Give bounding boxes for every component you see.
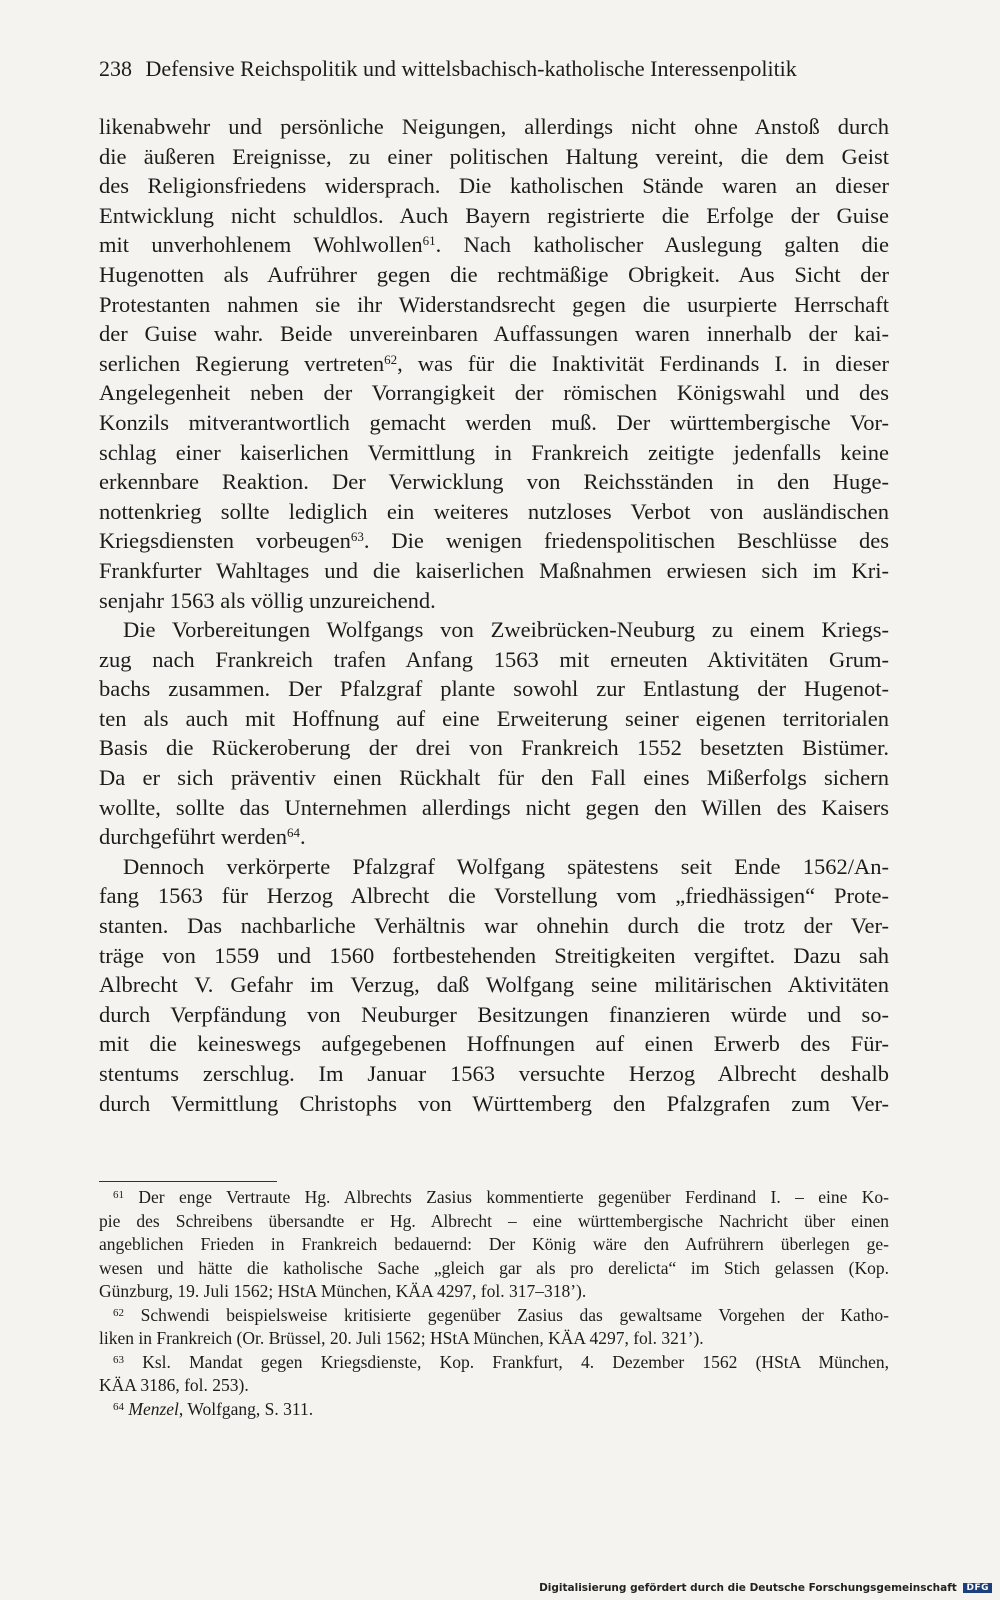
text-line <box>99 704 889 734</box>
text-line <box>99 349 889 379</box>
footnote-line <box>99 1351 889 1375</box>
footnote-text: Der enge Vertraute Hg. Albrechts Zasius kommentierte gegenüber Ferdinand I. – eine Ko- <box>138 1187 889 1207</box>
footnote-separator <box>99 1181 277 1182</box>
line-text: Die Vorbereitungen Wolfgangs von Zweibrücken-Neuburg zu einem Kriegs- <box>123 617 889 643</box>
line-text: mit unverhohlenem Wohlwollen <box>99 232 423 258</box>
main-text <box>99 112 889 1118</box>
line-text: stanten. Das nachbarliche Verhältnis war ohnehin durch die trotz der Ver- <box>99 913 889 939</box>
line-text: fang 1563 für Herzog Albrecht die Vorstellung vom „friedhässigen“ Prote- <box>99 883 889 909</box>
text-line <box>99 793 889 823</box>
line-text: wollte, sollte das Unternehmen allerdings nicht gegen den Willen des Kaisers <box>99 794 889 820</box>
credit-text: Digitalisierung gefördert durch die Deutsche Forschungsgemeinschaft <box>539 1582 957 1594</box>
footnote-line <box>99 1280 889 1304</box>
line-text: Protestanten nahmen sie ihr Widerstandsrecht gegen die usurpierte Herrschaft <box>99 291 889 317</box>
line-text: Basis die Rückeroberung der drei von Frankreich 1552 besetzten Bistümer. <box>99 735 889 761</box>
line-text: likenabwehr und persönliche Neigungen, allerdings nicht ohne Anstoß durch <box>99 114 889 139</box>
text-line <box>99 852 889 882</box>
text-line <box>99 319 889 349</box>
line-text: zug nach Frankreich trafen Anfang 1563 mit erneuten Aktivitäten Grum- <box>99 646 889 672</box>
text-line <box>99 911 889 941</box>
text-line <box>99 497 889 527</box>
footnote-text: wesen und hätte die katholische Sache „gleich gar als pro derelicta“ im Stich gelassen (Kop. <box>99 1257 889 1278</box>
text-line <box>99 1000 889 1030</box>
text-line <box>99 526 889 556</box>
line-text: Konzils mitverantwortlich gemacht werden muß. Der württembergische Vor- <box>99 409 889 435</box>
digitization-credit <box>539 1582 992 1594</box>
text-line <box>99 941 889 971</box>
page-number: 238 <box>99 56 132 81</box>
footnote-ref: 64 <box>287 825 301 841</box>
footnote-line <box>99 1257 889 1281</box>
line-text: der Guise wahr. Beide unvereinbaren Auffassungen waren innerhalb der kai- <box>99 321 889 347</box>
line-text-after: , was für die Inaktivität Ferdinands I. in dieser <box>397 350 889 376</box>
line-text: stentums zerschlug. Im Januar 1563 versuchte Herzog Albrecht deshalb <box>99 1061 889 1086</box>
line-text: mit die keineswegs aufgegebenen Hoffnungen auf einen Erwerb des Für- <box>99 1031 889 1057</box>
line-text-after: . <box>300 824 306 850</box>
text-line <box>99 260 889 290</box>
line-text: träge von 1559 und 1560 fortbestehenden Streitigkeiten vergiftet. Dazu sah <box>99 942 889 968</box>
running-header <box>99 54 889 84</box>
author-name: Menzel <box>128 1398 179 1419</box>
line-text: nottenkrieg sollte lediglich ein weiteres nutzloses Verbot von ausländischen <box>99 498 889 524</box>
footnote-line <box>99 1186 889 1210</box>
text-line <box>99 142 889 172</box>
line-text: die äußeren Ereignisse, zu einer politischen Haltung vereint, die dem Geist <box>99 143 889 169</box>
footnote-ref: 63 <box>350 529 364 545</box>
footnote-text: liken in Frankreich (Or. Brüssel, 20. Juli 1562; HStA München, KÄA 4297, fol. 321’). <box>99 1328 704 1348</box>
footnote-number: 61 <box>113 1189 124 1201</box>
text-line <box>99 763 889 793</box>
footnote-text: Ksl. Mandat gegen Kriegsdienste, Kop. Frankfurt, 4. Dezember 1562 (HStA München, <box>142 1351 890 1372</box>
footnote-ref: 61 <box>422 233 436 249</box>
footnotes <box>99 1186 889 1421</box>
text-line <box>99 378 889 408</box>
line-text: Dennoch verkörperte Pfalzgraf Wolfgang spätestens seit Ende 1562/An- <box>123 853 889 879</box>
footnote-line <box>99 1398 889 1422</box>
line-text: bachs zusammen. Der Pfalzgraf plante sowohl zur Entlastung der Hugenot- <box>99 676 889 702</box>
footnote-number: 62 <box>113 1306 124 1319</box>
footnote-line <box>99 1327 889 1351</box>
text-line <box>99 970 889 1000</box>
footnote-text: , Wolfgang, S. 311. <box>178 1398 314 1419</box>
text-line <box>99 290 889 320</box>
line-text: ten als auch mit Hoffnung auf eine Erweiterung seiner eigenen territorialen <box>99 705 889 731</box>
footnote-text: KÄA 3186, fol. 253). <box>99 1375 249 1395</box>
text-line <box>99 201 889 231</box>
text-line <box>99 408 889 438</box>
text-line <box>99 645 889 675</box>
text-line <box>99 1059 889 1089</box>
line-text: durch Verpfändung von Neuburger Besitzungen finanzieren würde und so- <box>99 1001 889 1027</box>
line-text: Entwicklung nicht schuldlos. Auch Bayern registrierte die Erfolge der Guise <box>99 202 889 228</box>
text-line <box>99 881 889 911</box>
line-text: senjahr 1563 als völlig unzureichend. <box>99 587 436 613</box>
footnote-ref: 62 <box>384 351 398 367</box>
text-line <box>99 438 889 468</box>
footnote-text: Schwendi beispielsweise kritisierte gegenüber Zasius das gewaltsame Vorgehen der Katho- <box>140 1304 890 1325</box>
text-line <box>99 112 889 142</box>
footnote-text: pie des Schreibens übersandte er Hg. Albrecht – eine württembergische Nachricht über einen <box>99 1210 889 1231</box>
line-text: des Religionsfriedens widersprach. Die katholischen Stände waren an dieser <box>99 173 889 199</box>
footnote-line <box>99 1233 889 1257</box>
line-text: Da er sich präventiv einen Rückhalt für den Fall eines Mißerfolgs sichern <box>99 765 889 791</box>
line-text: durch Vermittlung Christophs von Württemberg den Pfalzgrafen zum Ver- <box>99 1090 889 1116</box>
text-line <box>99 615 889 645</box>
line-text: Angelegenheit neben der Vorrangigkeit der römischen Königswahl und des <box>99 380 889 406</box>
footnote-line <box>99 1374 889 1398</box>
text-line <box>99 556 889 586</box>
footnote-number: 64 <box>113 1400 124 1413</box>
footnote-line <box>99 1304 889 1328</box>
line-text: Hugenotten als Aufrührer gegen die rechtmäßige Obrigkeit. Aus Sicht der <box>99 261 889 287</box>
text-line <box>99 1029 889 1059</box>
line-text: schlag einer kaiserlichen Vermittlung in Frankreich zeitigte jedenfalls keine <box>99 439 889 465</box>
text-line <box>99 586 889 616</box>
line-text: Kriegsdiensten vorbeugen <box>99 528 351 554</box>
footnote-text: Günzburg, 19. Juli 1562; HStA München, KÄA 4297, fol. 317–318’). <box>99 1281 587 1301</box>
text-line <box>99 1089 889 1119</box>
text-line <box>99 230 889 260</box>
line-text: durchgeführt werden <box>99 824 288 850</box>
text-line <box>99 171 889 201</box>
running-title: Defensive Reichspolitik und wittelsbachisch-katholische Interessenpolitik <box>145 56 797 81</box>
text-line <box>99 733 889 763</box>
line-text-after: . Die wenigen friedenspolitischen Beschlüsse des <box>363 528 889 554</box>
line-text: erkennbare Reaktion. Der Verwicklung von Reichsständen in den Huge- <box>99 469 889 495</box>
dfg-logo: DFG <box>963 1583 992 1593</box>
text-line <box>99 467 889 497</box>
line-text: serlichen Regierung vertreten <box>99 350 385 376</box>
line-text: Frankfurter Wahltages und die kaiserlichen Maßnahmen erwiesen sich im Kri- <box>99 557 889 583</box>
footnote-line <box>99 1210 889 1234</box>
line-text-after: . Nach katholischer Auslegung galten die <box>435 232 889 258</box>
text-line <box>99 822 889 852</box>
footnote-text: angeblichen Frieden in Frankreich bedauernd: Der König wäre den Aufrührern überlegen ge- <box>99 1234 889 1254</box>
text-line <box>99 674 889 704</box>
line-text: Albrecht V. Gefahr im Verzug, daß Wolfgang seine militärischen Aktivitäten <box>99 972 889 998</box>
footnote-number: 63 <box>113 1353 124 1366</box>
